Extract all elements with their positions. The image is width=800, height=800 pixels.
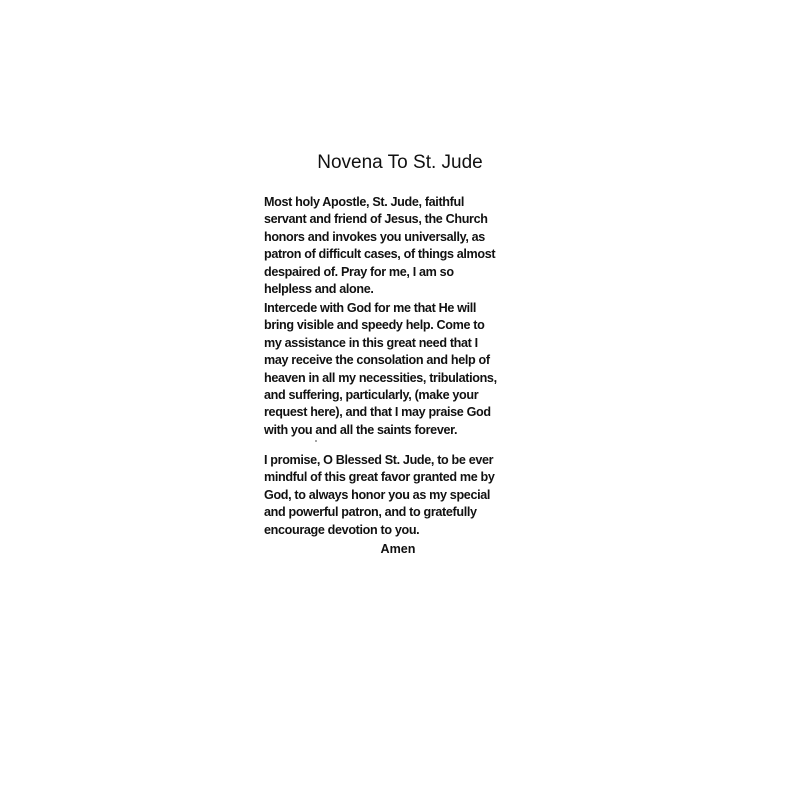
text-line: despaired of. Pray for me, I am so [264, 264, 454, 279]
document-title: Novena To St. Jude [317, 152, 483, 173]
text-line: helpless and alone. [264, 282, 374, 297]
text-line: and suffering, particularly, (make your [264, 388, 479, 403]
text-line: Intercede with God for me that He will [264, 301, 477, 315]
closing-amen: Amen [380, 542, 416, 556]
paragraph-promise [264, 452, 495, 539]
text-line: heaven in all my necessities, tribulations, [264, 370, 497, 385]
paragraph-intercession [264, 300, 497, 439]
text-line: bring visible and speedy help. Come to [264, 318, 485, 333]
speck [315, 440, 317, 442]
text-line: God, to always honor you as my special [264, 487, 491, 502]
text-line: and powerful patron, and to gratefully [264, 505, 477, 520]
text-line: mindful of this great favor granted me by [264, 470, 495, 485]
paragraph-invocation [264, 194, 495, 298]
text-line: my assistance in this great need that I [264, 335, 478, 350]
text-line: encourage devotion to you. [264, 522, 420, 537]
text-line: with you and all the saints forever. [264, 422, 458, 437]
text-line: I promise, O Blessed St. Jude, to be ever [264, 453, 494, 467]
text-line: request here), and that I may praise God [264, 405, 491, 420]
text-line: may receive the consolation and help of [264, 353, 490, 368]
text-line: patron of difficult cases, of things almost [264, 247, 496, 262]
text-line: honors and invokes you universally, as [264, 229, 485, 244]
text-line: servant and friend of Jesus, the Church [264, 212, 488, 227]
text-line: Most holy Apostle, St. Jude, faithful [264, 195, 464, 209]
